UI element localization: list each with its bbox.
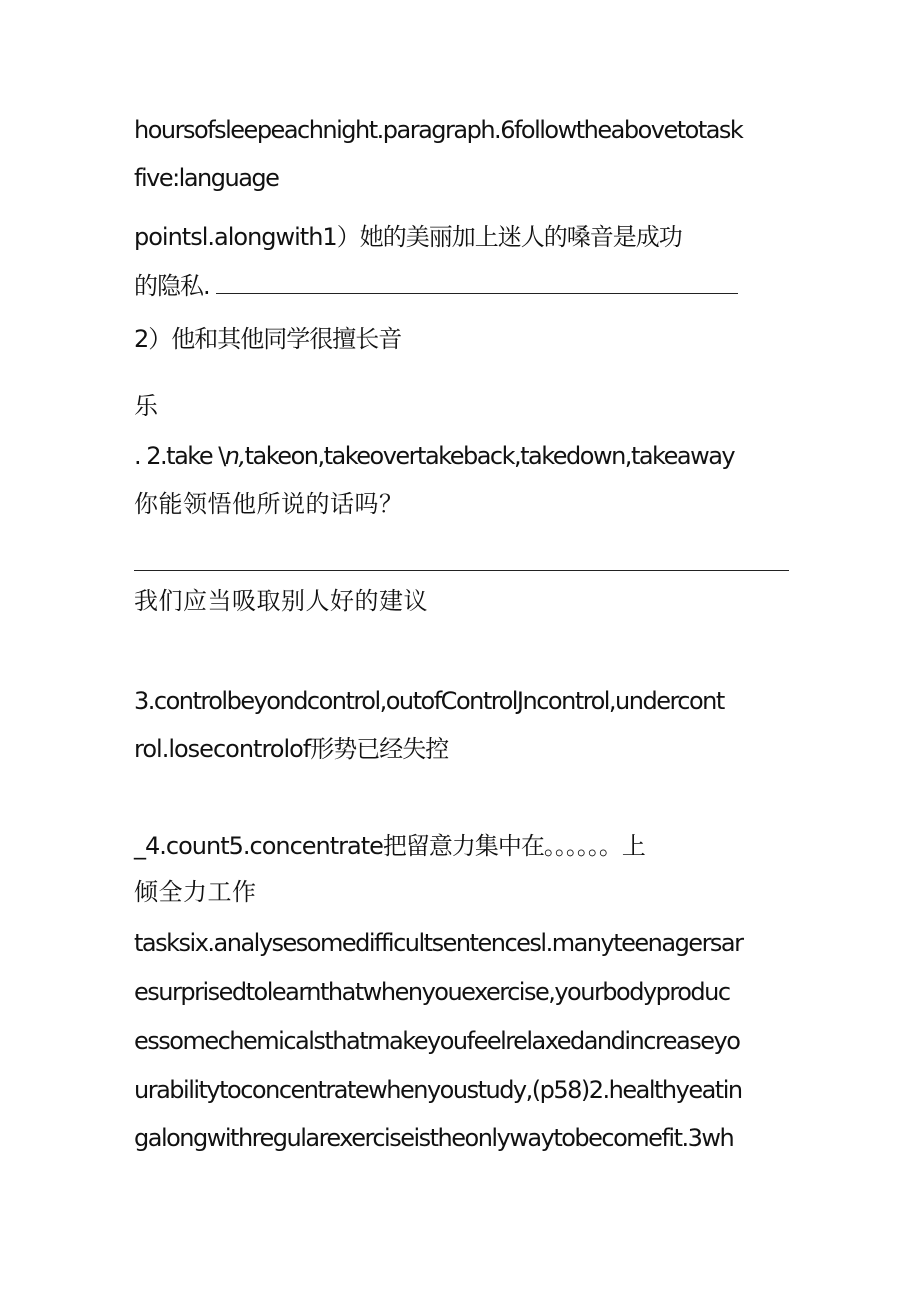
text-line-4 xyxy=(134,270,738,302)
text-line-16: essomechemicalsthatmakeyoufeelrelaxedandincreaseyo xyxy=(134,1027,740,1055)
answer-blank-1 xyxy=(216,273,738,294)
text-line-13: 倾全力工作 xyxy=(134,878,257,906)
text-line-1: hoursofsleepeachnight.paragraph.6followtheabovetotask xyxy=(134,116,743,144)
text-line-17: urabilitytoconcentratewhenyoustudy,(p58)2.healthyeatin xyxy=(134,1076,742,1104)
text-line-15: esurprisedtolearnthatwhenyouexercise,yourbodyproduc xyxy=(134,978,730,1006)
text-line-7 xyxy=(134,440,734,472)
text-line-10: 3.controlbeyondcontrol,outofControlJncontrol,undercont xyxy=(134,687,724,715)
text-line-3: pointsl.alongwith1）她的美丽加上迷人的嗓音是成功 xyxy=(134,223,682,251)
text-line-5: 2）他和其他同学很擅长音 xyxy=(134,325,402,353)
text-line-12: _4.count5.concentrate把留意力集中在。。。。。。上 xyxy=(134,832,645,860)
answer-line-2 xyxy=(134,570,789,571)
text-line-7-a: . 2.take \ xyxy=(134,442,225,470)
text-line-18: galongwithregularexerciseistheonlywaytobecomefit.3wh xyxy=(134,1124,734,1152)
text-line-6: 乐 xyxy=(134,392,159,420)
text-line-2: five:language xyxy=(134,164,279,192)
text-line-4-text: 的隐私. xyxy=(134,272,210,300)
text-line-11: rol.losecontrolof形势已经失控 xyxy=(134,735,449,763)
text-line-7-b: n, xyxy=(224,442,245,470)
text-line-14: tasksix.analysesomedifficultsentencesl.manyteenagersar xyxy=(134,929,743,957)
text-line-7-c: takeon,takeovertakeback,takedown,takeaway xyxy=(244,442,735,470)
text-line-8: 你能领悟他所说的话吗？ xyxy=(134,490,404,518)
text-line-9: 我们应当吸取别人好的建议 xyxy=(134,587,428,615)
